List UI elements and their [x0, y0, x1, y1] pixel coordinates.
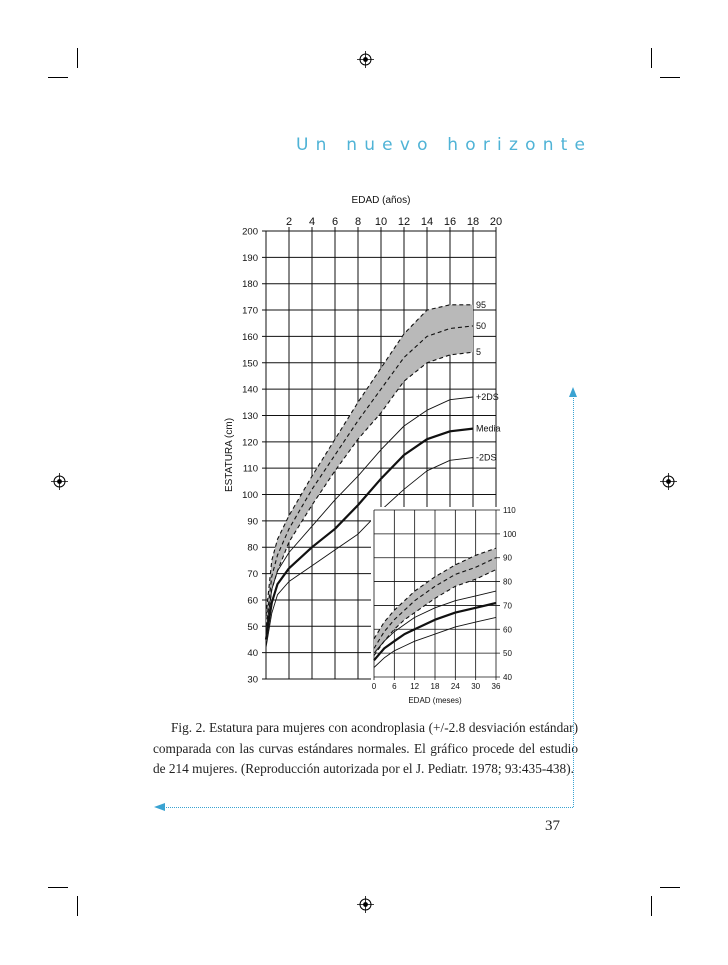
- crop-mark: [77, 896, 78, 916]
- series-label: Media: [476, 423, 501, 434]
- series-label: 5: [476, 347, 482, 358]
- y-tick-label: 190: [242, 252, 258, 264]
- y-tick-label: 40: [247, 648, 258, 660]
- y-tick-label: 90: [247, 516, 258, 528]
- x-axis-title: EDAD (años): [351, 195, 411, 206]
- x-tick-label: 14: [420, 216, 434, 228]
- growth-chart: [210, 186, 520, 711]
- y-tick-label: 100: [242, 490, 258, 502]
- registration-mark-icon: [660, 473, 677, 490]
- x-tick-label: 16: [443, 216, 457, 228]
- crop-mark: [660, 77, 680, 78]
- x-tick-label: 8: [354, 216, 362, 228]
- inset-x-tick-label: 18: [430, 682, 440, 691]
- y-tick-label: 30: [247, 674, 258, 686]
- y-tick-label: 80: [247, 542, 258, 554]
- inset-background: [371, 507, 520, 708]
- crop-mark: [48, 887, 68, 888]
- y-tick-label: 200: [242, 226, 258, 238]
- x-tick-label: 2: [285, 216, 293, 228]
- x-tick-label: 4: [308, 216, 316, 228]
- inset-y-tick-label: 110: [503, 506, 516, 515]
- inset-x-tick-label: 12: [410, 682, 420, 691]
- y-tick-label: 50: [247, 621, 258, 633]
- series-label: +2DS: [476, 392, 499, 403]
- arrow-up-icon: [569, 387, 577, 397]
- y-tick-label: 160: [242, 331, 258, 343]
- crop-mark: [651, 48, 652, 68]
- registration-mark-icon: [357, 896, 374, 913]
- inset-x-tick-label: 30: [471, 682, 481, 691]
- x-tick-label: 6: [331, 216, 339, 228]
- y-tick-label: 110: [242, 463, 258, 475]
- series-label: -2DS: [476, 452, 497, 463]
- y-tick-label: 140: [242, 384, 258, 396]
- y-tick-label: 180: [242, 279, 258, 291]
- running-title: Un nuevo horizonte: [296, 135, 593, 155]
- y-tick-label: 70: [247, 569, 258, 581]
- inset-x-tick-label: 0: [371, 682, 377, 691]
- guide-line-vertical: [573, 396, 574, 807]
- inset-y-tick-label: 90: [503, 553, 512, 563]
- inset-x-tick-label: 36: [491, 682, 501, 691]
- inset-y-tick-label: 100: [503, 529, 517, 539]
- registration-mark-icon: [51, 473, 68, 490]
- series-label: 50: [476, 320, 487, 331]
- inset-x-tick-label: 6: [392, 682, 397, 691]
- figure-caption: [153, 718, 578, 780]
- inset-x-tick-label: 24: [450, 682, 460, 691]
- inset-y-tick-label: 70: [503, 601, 512, 611]
- arrow-left-icon: [154, 803, 165, 811]
- inset-y-tick-label: 40: [503, 673, 512, 682]
- y-axis-title: ESTATURA (cm): [224, 417, 235, 493]
- crop-mark: [660, 887, 680, 888]
- y-tick-label: 120: [242, 437, 258, 449]
- y-tick-label: 170: [242, 305, 258, 317]
- inset-y-tick-label: 50: [503, 649, 512, 659]
- crop-mark: [77, 48, 78, 68]
- x-tick-label: 10: [374, 216, 388, 228]
- registration-mark-icon: [357, 51, 374, 68]
- inset-chart: [371, 506, 520, 708]
- y-tick-label: 130: [242, 410, 258, 422]
- crop-mark: [48, 77, 68, 78]
- page-number: 37: [545, 818, 560, 834]
- y-tick-label: 60: [247, 595, 258, 607]
- guide-line-horizontal: [164, 807, 573, 808]
- x-tick-label: 20: [489, 216, 503, 228]
- crop-mark: [651, 896, 652, 916]
- figure-caption-text: Fig. 2. Estatura para mujeres con acondroplasia (+/-2.8 desviación estándar) comparada con las curvas estándares normales. El gráfico procede del estudio de 214 mujeres. (Reproducción autorizada por el J. Pediatr. 1978; 93:435-438).: [153, 720, 578, 777]
- inset-x-axis-title: EDAD (meses): [408, 696, 462, 705]
- inset-y-tick-label: 60: [503, 625, 512, 635]
- inset-y-tick-label: 80: [503, 577, 512, 587]
- series-label: 95: [476, 299, 487, 310]
- x-tick-label: 18: [466, 216, 480, 228]
- y-tick-label: 150: [242, 358, 258, 370]
- x-tick-label: 12: [397, 216, 411, 228]
